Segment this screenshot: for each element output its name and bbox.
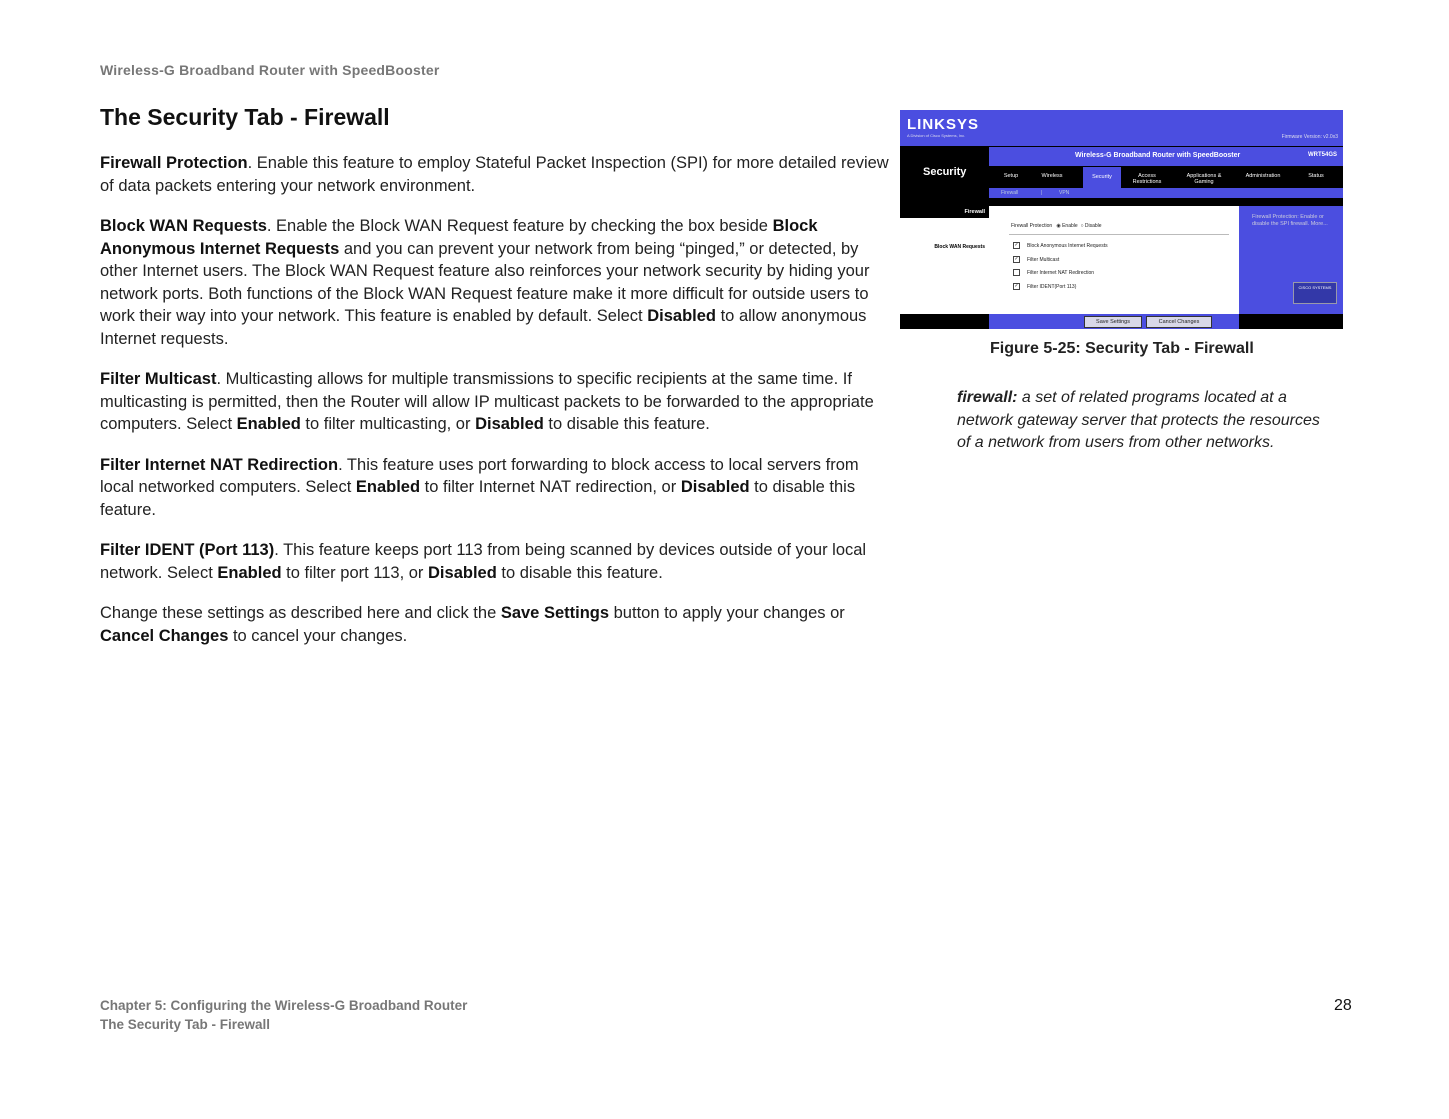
term-filter-multicast: Filter Multicast: [100, 370, 217, 388]
cisco-text: CISCO SYSTEMS: [1298, 285, 1332, 290]
divider: [1009, 234, 1229, 235]
glossary-definition: a set of related programs located at a network gateway server that protects the resources of a network from users from other networks.: [957, 389, 1320, 451]
figure-caption: Figure 5-25: Security Tab - Firewall: [990, 340, 1254, 357]
text: to disable this feature.: [496, 563, 663, 582]
text: Change these settings as described here and click the: [100, 604, 501, 622]
para-block-wan: [100, 215, 890, 350]
sub-tabs: [989, 188, 1343, 198]
enable-radio[interactable]: ◉: [1056, 223, 1061, 229]
glossary-term: firewall:: [957, 389, 1018, 406]
firewall-protection-row: [1011, 223, 1102, 229]
disable-label: Disable: [1084, 223, 1102, 229]
para-filter-nat: [100, 454, 890, 522]
text: . Enable the Block WAN Request feature by checking the box beside: [266, 217, 773, 235]
button-bar: [989, 314, 1239, 329]
option-row: [1013, 269, 1094, 276]
text: . This feature uses port forwarding to block access to local servers from local networked computers. Select: [100, 455, 859, 496]
term-block-wan: Block WAN Requests: [100, 217, 267, 235]
left-panel: [900, 206, 989, 314]
text: . Enable this feature to employ Stateful Packet Inspection (SPI) for more detailed review of data packets entering your network environment.: [100, 154, 889, 195]
body-text: [100, 152, 890, 665]
checkbox-checked[interactable]: ✓: [1014, 256, 1019, 262]
text: to disable this feature.: [100, 478, 856, 519]
term-block-anonymous: Block Anonymous Internet Requests: [100, 217, 818, 258]
term-disabled: Disabled: [680, 478, 750, 496]
firmware-version: Firmware Version: v2.0x3: [1281, 134, 1338, 140]
tab-administration[interactable]: Administration: [1245, 173, 1281, 179]
term-enabled: Enabled: [355, 478, 421, 496]
text: to filter Internet NAT redirection, or: [420, 478, 681, 496]
text: to filter multicasting, or: [300, 415, 476, 433]
text: to allow anonymous Internet requests.: [100, 307, 867, 348]
term-enabled: Enabled: [217, 563, 282, 582]
option-row: [1013, 283, 1076, 290]
term-firewall-protection: Firewall Protection: [100, 154, 248, 172]
text: to cancel your changes.: [228, 626, 408, 645]
text: button to apply your changes or: [609, 604, 845, 622]
tab-access-restrictions[interactable]: Access Restrictions: [1132, 173, 1162, 185]
term-disabled: Disabled: [428, 563, 497, 582]
term-filter-ident: Filter IDENT (Port 113): [100, 541, 275, 559]
checkbox-unchecked[interactable]: [1013, 269, 1020, 276]
product-name: Wireless-G Broadband Router with SpeedBooster: [1075, 152, 1241, 159]
option-label: Block Anonymous Internet Requests: [1027, 242, 1108, 249]
subtab-firewall[interactable]: Firewall: [1001, 190, 1019, 196]
screenshot-header: [900, 110, 1343, 146]
para-firewall-protection: [100, 152, 890, 197]
firewall-heading-text: Firewall: [964, 209, 985, 215]
router-screenshot: [900, 110, 1343, 329]
page-number: 28: [1334, 997, 1352, 1014]
linksys-logo: LINKSYS: [907, 116, 980, 133]
section-label: Security: [923, 166, 967, 178]
cancel-changes-button[interactable]: Cancel Changes: [1146, 316, 1212, 328]
para-save-cancel: [100, 602, 890, 647]
term-enabled: Enabled: [236, 415, 301, 433]
text: . Multicasting allows for multiple transmissions to specific recipients at the same time. If multicasting is permitted, then the Router will allow IP multicast packets to be forwarded to the appropriate computers. Select: [100, 370, 874, 433]
option-row: [1013, 256, 1059, 263]
firewall-heading: [900, 206, 989, 218]
option-label: Filter Internet NAT Redirection: [1027, 269, 1095, 276]
term-save-settings: Save Settings: [500, 604, 610, 622]
term-filter-nat: Filter Internet NAT Redirection: [100, 455, 339, 474]
footer-section: The Security Tab - Firewall: [100, 1017, 271, 1032]
tab-security[interactable]: Security: [1083, 167, 1121, 188]
text: and you can prevent your network from being “pinged,” or detected, by other Internet users. The Block WAN Request feature also reinforces your network security by hiding your network ports. Both functions of the Block WAN Request feature make it more difficult for outside users to work their way into your network. This feature is enabled by default. Select: [100, 239, 870, 325]
save-settings-button[interactable]: Save Settings: [1084, 316, 1142, 328]
disable-radio[interactable]: ○: [1080, 223, 1084, 229]
option-label: Filter IDENT(Port 113): [1027, 283, 1077, 290]
main-tabs: [989, 167, 1343, 188]
tab-status[interactable]: Status: [1308, 173, 1324, 179]
term-disabled: Disabled: [475, 415, 544, 433]
para-filter-ident: [100, 539, 890, 584]
option-label: Filter Multicast: [1027, 256, 1060, 263]
subtab-vpn[interactable]: VPN: [1059, 190, 1070, 196]
text: to disable this feature.: [543, 415, 710, 433]
text: to filter port 113, or: [281, 563, 429, 582]
tab-wireless[interactable]: Wireless: [1041, 173, 1063, 179]
tab-setup[interactable]: Setup: [1003, 173, 1019, 179]
help-panel: [1239, 206, 1343, 314]
footer-chapter: Chapter 5: Configuring the Wireless-G Broadband Router: [100, 998, 468, 1013]
cisco-logo: [1293, 282, 1337, 304]
logo-subtitle: A Division of Cisco Systems, Inc.: [907, 133, 966, 138]
term-disabled: Disabled: [647, 307, 717, 325]
running-header: Wireless-G Broadband Router with SpeedBooster: [100, 62, 440, 78]
term-cancel-changes: Cancel Changes: [100, 626, 229, 645]
para-filter-multicast: [100, 368, 890, 436]
subtab-divider: |: [1041, 190, 1043, 196]
text: . This feature keeps port 113 from being scanned by devices outside of your local network. Select: [100, 541, 867, 582]
settings-panel: [989, 206, 1239, 314]
checkbox-checked[interactable]: ✓: [1014, 242, 1019, 248]
block-wan-label: Block WAN Requests: [934, 244, 985, 250]
enable-label: Enable: [1062, 223, 1078, 229]
checkbox-checked[interactable]: ✓: [1014, 283, 1019, 289]
page-title: The Security Tab - Firewall: [100, 104, 390, 130]
fp-label: Firewall Protection: [1011, 223, 1053, 229]
help-text: Firewall Protection: Enable or disable the SPI firewall. More...: [1252, 214, 1328, 227]
glossary-note: [957, 387, 1337, 455]
product-bar: [989, 147, 1343, 166]
model-number: WRT54GS: [1307, 152, 1337, 158]
option-row: [1013, 242, 1108, 249]
tab-applications-gaming[interactable]: Applications & Gaming: [1186, 173, 1222, 185]
